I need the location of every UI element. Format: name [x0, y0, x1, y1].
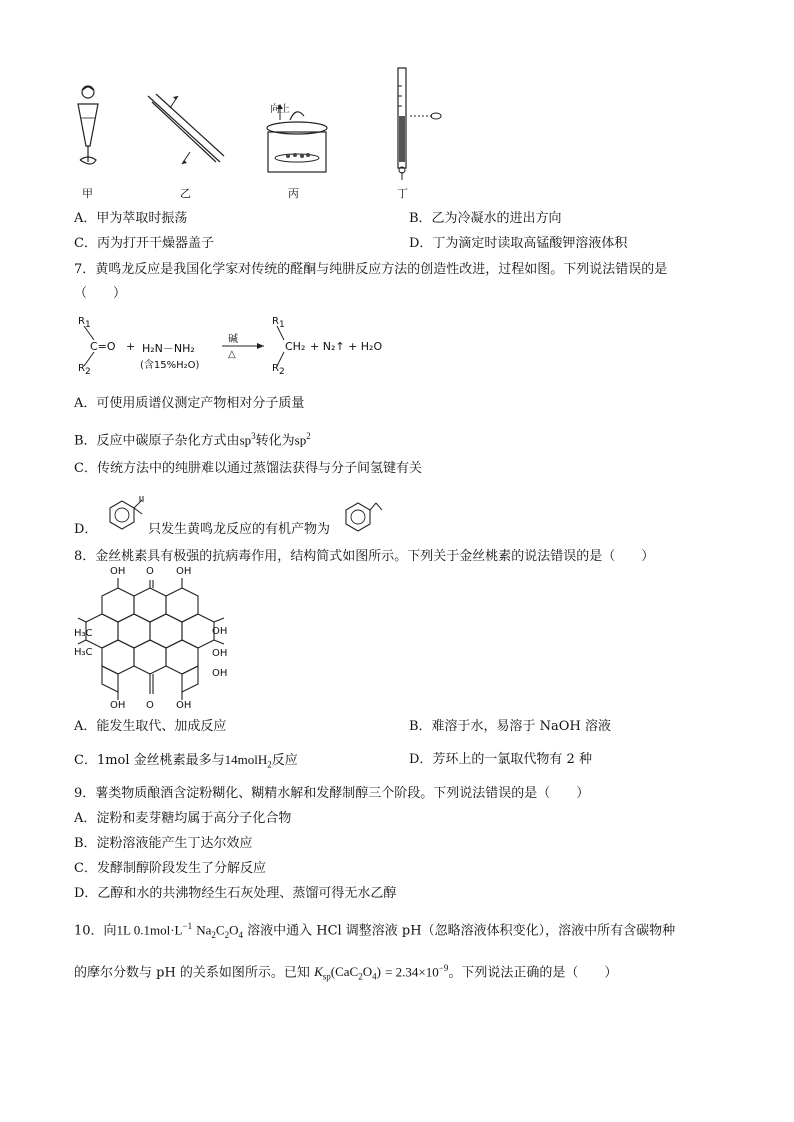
q6-option-b: B．乙为冷凝水的进出方向 [409, 211, 562, 226]
q9-option-c: C．发酵制醇阶段发生了分解反应 [74, 861, 266, 876]
hypericin-ch3-2: H₃C [74, 647, 93, 658]
q7-r1: $R_1$ [78, 316, 91, 330]
hypericin-oh-4: OH [212, 648, 228, 659]
q7-r2: $R_2$ [78, 363, 91, 377]
q7-option-d-label: D． [74, 522, 98, 537]
q9-option-b: B．淀粉溶液能产生丁达尔效应 [74, 836, 253, 851]
hypericin-oh-2: OH [176, 566, 192, 577]
q9-option-d: D．乙醇和水的共沸物经生石灰处理、蒸馏可得无水乙醇 [74, 886, 397, 901]
q6-option-c: C．丙为打开干燥器盖子 [74, 236, 214, 251]
hypericin-o-bottom: O [146, 700, 154, 711]
q8-option-d: D．芳环上的一氯取代物有 2 种 [409, 752, 592, 767]
q7-water-note: (含15%H₂O) [140, 360, 200, 371]
q7-below-arrow: △ [228, 349, 236, 360]
q9-stem: 9．薯类物质酿酒含淀粉糊化、糊精水解和发酵制醇三个阶段。下列说法错误的是（ ） [74, 786, 590, 801]
apparatus-figure-jia [68, 80, 108, 180]
q9-option-a: A．淀粉和麦芽糖均属于高分子化合物 [74, 811, 292, 826]
hypericin-oh-5: OH [212, 668, 228, 679]
q8-stem: 8．金丝桃素具有极强的抗病毒作用，结构简式如图所示。下列关于金丝桃素的说法错误的是（ ） [74, 549, 655, 564]
hypericin-o-top: O [146, 566, 154, 577]
q10-line-1: 10．向1L $0.1mol\cdot L^{-1}$ $Na_2C_2O_4$ 溶液中通入 HCl 调整溶液 pH（忽略溶液体积变化），溶液中所有含碳物种 [74, 921, 676, 940]
q7-option-d-text: 只发生黄鸣龙反应的有机产物为 [148, 522, 331, 537]
q6-option-a: A．甲为萃取时振荡 [74, 211, 188, 226]
flask-label: 向上 [270, 104, 290, 115]
q7-product-r1: $R_1$ [272, 316, 285, 330]
apparatus-figure-yi [140, 90, 230, 172]
q7-plus: + [126, 340, 136, 353]
caption-yi: 乙 [180, 187, 191, 200]
q7-stem-paren: （ ） [74, 286, 127, 301]
q6-option-d: D．丁为滴定时读取高锰酸钾溶液体积 [409, 236, 628, 251]
q7-stem: 7．黄鸣龙反应是我国化学家对传统的醛酮与纯肼反应方法的创造性改进，过程如图。下列说法错误的是 [74, 262, 668, 277]
hypericin-oh-6: OH [110, 700, 126, 711]
q7-option-b: B．反应中碳原子杂化方式由$sp^3$转化为$sp^2$ [74, 431, 311, 449]
q8-option-a: A．能发生取代、加成反应 [74, 719, 227, 734]
ethylbenzene-structure [340, 496, 384, 536]
q8-option-c: C．1mol 金丝桃素最多与14molH$_2$反应 [74, 752, 298, 770]
hypericin-oh-7: OH [176, 700, 192, 711]
acetophenone-structure [96, 494, 146, 540]
hypericin-oh-3: OH [212, 626, 228, 637]
q7-above-arrow: 碱 [228, 334, 238, 345]
caption-ding: 丁 [397, 187, 408, 200]
q7-product-r2: $R_2$ [272, 363, 285, 377]
hypericin-ch3-1: H₃C [74, 628, 93, 639]
apparatus-figure-ding [388, 66, 448, 182]
q7-products: + N₂↑ + H₂O [310, 340, 383, 353]
q10-line-2: 的摩尔分数与 pH 的关系如图所示。已知 $K_{sp}(CaC_2O_4) = 2.34\times 10^{-9}$。下列说法正确的是（ ） [74, 963, 618, 982]
hypericin-oh-1: OH [110, 566, 126, 577]
hypericin-structure [74, 568, 244, 712]
caption-bing: 丙 [288, 187, 299, 200]
q7-carbonyl: C=O [90, 340, 116, 353]
q7-hydrazine: H₂N－NH₂ [142, 342, 195, 355]
q8-option-b: B．难溶于水，易溶于 NaOH 溶液 [409, 719, 611, 734]
caption-jia: 甲 [82, 187, 93, 200]
q7-ch2: CH₂ [285, 340, 306, 353]
q7-option-c: C．传统方法中的纯肼难以通过蒸馏法获得与分子间氢键有关 [74, 461, 422, 476]
q7-option-a: A．可使用质谱仪测定产物相对分子质量 [74, 396, 305, 411]
